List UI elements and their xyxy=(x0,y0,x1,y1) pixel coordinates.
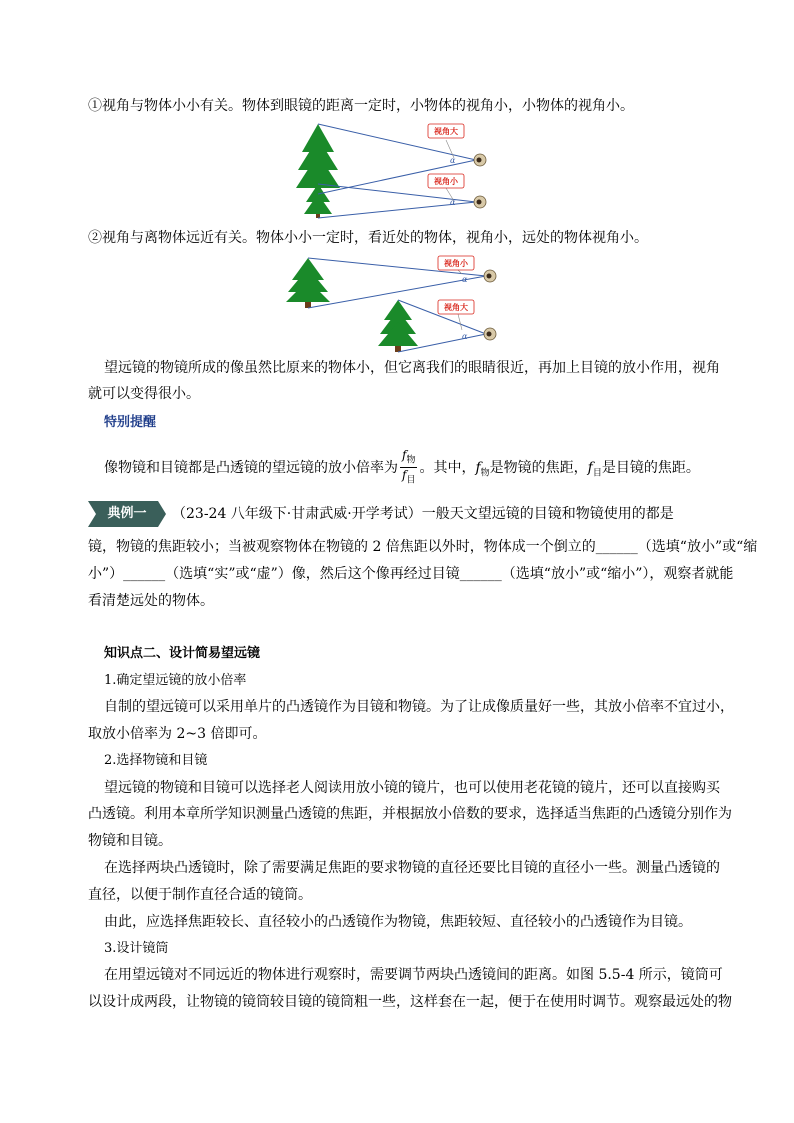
section-1-line2: 取放小倍率为 2~3 倍即可。 xyxy=(88,726,267,742)
eye-icon xyxy=(484,270,496,282)
label-big-angle-near: 视角大 xyxy=(444,303,468,312)
section-3-line2: 以设计成两段，让物镜的镜筒较目镜的镜筒粗一些，这样套在一起，便于在使用时调节。观察最远处的物 xyxy=(88,994,732,1010)
near-tree-icon xyxy=(378,300,418,352)
example-line1: 典例一 （23-24 八年级下·甘肃武威·开学考试）一般天文望远镜的目镜和物镜使用的都是 xyxy=(88,500,720,528)
section-2-line4: 在选择两块凸透镜时，除了需要满足焦距的要求物镜的直径还要比目镜的直径小一些。测量凸透镜的 xyxy=(104,860,720,876)
special-reminder-title: 特别提醒 xyxy=(104,415,157,430)
text-line-2: ②视角与离物体远近有关。物体小小一定时，看近处的物体，视角小，远处的物体视角小。 xyxy=(88,230,648,246)
section-2-title: 2.选择物镜和目镜 xyxy=(104,753,208,768)
section-2-line3: 物镜和目镜。 xyxy=(88,833,172,849)
paragraph-telescope-line2: 就可以变得很小。 xyxy=(88,386,200,402)
svg-text:α: α xyxy=(450,198,456,207)
section-3-line1: 在用望远镜对不同远近的物体进行观察时，需要调节两块凸透镜间的距离。如图 5.5-4 所示，镜筒可 xyxy=(104,967,723,983)
far-tree-icon xyxy=(286,258,330,308)
view-angle-size-figure xyxy=(296,118,496,222)
label-small-angle: 视角小 xyxy=(434,177,458,186)
svg-text:α: α xyxy=(450,156,456,165)
example-line3: 小”）______（选填“实”或“虚”）像，然后这个像再经过目镜______（选填“放小”或“缩小”），观察者就能 xyxy=(88,566,734,582)
section-2-line5: 直径，以便于制作直径合适的镜筒。 xyxy=(88,887,312,903)
example-tag: 典例一 xyxy=(88,501,166,527)
big-tree-icon xyxy=(296,124,340,194)
text-line-1: ①视角与物体小小有关。物体到眼镜的距离一定时，小物体的视角小，小物体的视角小。 xyxy=(88,98,634,114)
magnification-fraction: $\frac{f_物}{f_目}$ xyxy=(402,448,416,486)
magnification-formula-line: 像物镜和目镜都是凸透镜的望远镜的放小倍率为 $\frac{f_物}{f_目}$ 。其中，$f_物$是物镜的焦距，$f_目$是目镜的焦距。 xyxy=(104,448,700,486)
label-small-angle-far: 视角小 xyxy=(444,259,468,268)
section-3-title: 3.设计镜筒 xyxy=(104,941,169,956)
section-1-line1: 自制的望远镜可以采用单片的凸透镜作为目镜和物镜。为了让成像质量好一些，其放小倍率不宜过小， xyxy=(104,699,734,715)
eye-icon xyxy=(474,196,486,208)
section-2-line6: 由此，应选择焦距较长、直径较小的凸透镜作为物镜，焦距较短、直径较小的凸透镜作为目镜。 xyxy=(104,914,692,930)
section-1-title: 1.确定望远镜的放小倍率 xyxy=(104,673,247,688)
knowledge-point-2-title: 知识点二、设计简易望远镜 xyxy=(104,646,261,661)
eye-icon xyxy=(484,328,496,340)
small-tree-icon xyxy=(304,184,332,218)
section-2-line1: 望远镜的物镜和目镜可以选择老人阅读用放小镜的镜片，也可以使用老花镜的镜片，还可以直接购买 xyxy=(104,780,720,796)
svg-text:α: α xyxy=(462,275,468,284)
paragraph-telescope-line1: 望远镜的物镜所成的像虽然比原来的物体小，但它离我们的眼睛很近，再加上目镜的放小作用，视角 xyxy=(104,360,720,376)
svg-text:α: α xyxy=(462,332,468,341)
label-big-angle: 视角大 xyxy=(434,127,458,136)
example-line2: 镜，物镜的焦距较小；当被观察物体在物镜的 2 倍焦距以外时，物体成一个倒立的______（选填“放小”或“缩 xyxy=(88,539,758,555)
eye-icon xyxy=(474,154,486,166)
example-line4: 看清楚远处的物体。 xyxy=(88,593,214,609)
section-2-line2: 凸透镜。利用本章所学知识测量凸透镜的焦距，并根据放小倍数的要求，选择适当焦距的凸透镜分别作为 xyxy=(88,806,732,822)
view-angle-distance-figure xyxy=(286,252,500,354)
